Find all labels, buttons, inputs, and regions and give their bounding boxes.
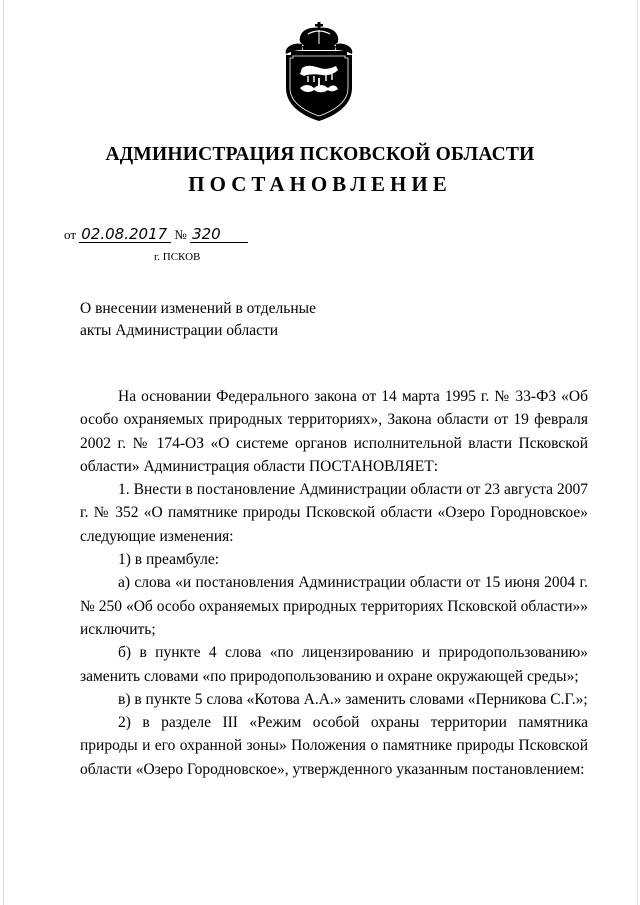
- body-paragraph: На основании Федерального закона от 14 марта 1995 г. № 33-ФЗ «Об особо охраняемых природных территориях», Закона области от 19 февраля 2002 г. № 174-ОЗ «О системе органов исполнительной власти Псковской области» Администрация области ПОСТАНОВЛЯЕТ:: [80, 388, 588, 475]
- shield-icon: [286, 51, 352, 121]
- coat-of-arms-emblem: [278, 22, 360, 122]
- city-label: г. ПСКОВ: [154, 251, 201, 263]
- body-paragraph: 1. Внести в постановление Администрации области от 23 августа 2007 г. № 352 «О памятнике природы Псковской области «Озеро Городновское» следующие изменения:: [80, 481, 588, 545]
- subject-line: О внесении изменений в отдельные: [80, 300, 316, 317]
- number-prefix: №: [174, 227, 187, 242]
- number-value: 320: [190, 226, 248, 243]
- scan-edge-right: [637, 0, 638, 905]
- subject-line: акты Администрации области: [80, 322, 279, 339]
- body-paragraph: а) слова «и постановления Администрации области от 15 июня 2004 г. № 250 «Об особо охраняемых природных территориях Псковской области»» исключить;: [80, 574, 588, 638]
- organization-title: АДМИНИСТРАЦИЯ ПСКОВСКОЙ ОБЛАСТИ: [105, 144, 535, 165]
- document-type-title: ПОСТАНОВЛЕНИЕ: [188, 172, 452, 196]
- body-paragraph: в) в пункте 5 слова «Котова А.А.» заменить словами «Перникова С.Г.»;: [118, 690, 588, 708]
- scan-edge-left: [3, 0, 4, 905]
- document-subject: [80, 298, 316, 342]
- document-body: [80, 385, 588, 781]
- date-prefix: от: [64, 227, 77, 242]
- date-value: 02.08.2017: [79, 226, 171, 243]
- crown-icon: [300, 22, 339, 50]
- body-paragraph: б) в пункте 4 слова «по лицензированию и природопользованию» заменить словами «по природопользованию и охране окружающей среды»;: [80, 644, 588, 685]
- body-paragraph: 2) в разделе III «Режим особой охраны территории памятника природы и его охранной зоны» Положения о памятнике природы Псковской области «Озеро Городновское», утвержденного указанным постановлением:: [80, 714, 588, 778]
- document-date-number: [64, 226, 248, 243]
- body-paragraph: 1) в преамбуле:: [118, 551, 220, 569]
